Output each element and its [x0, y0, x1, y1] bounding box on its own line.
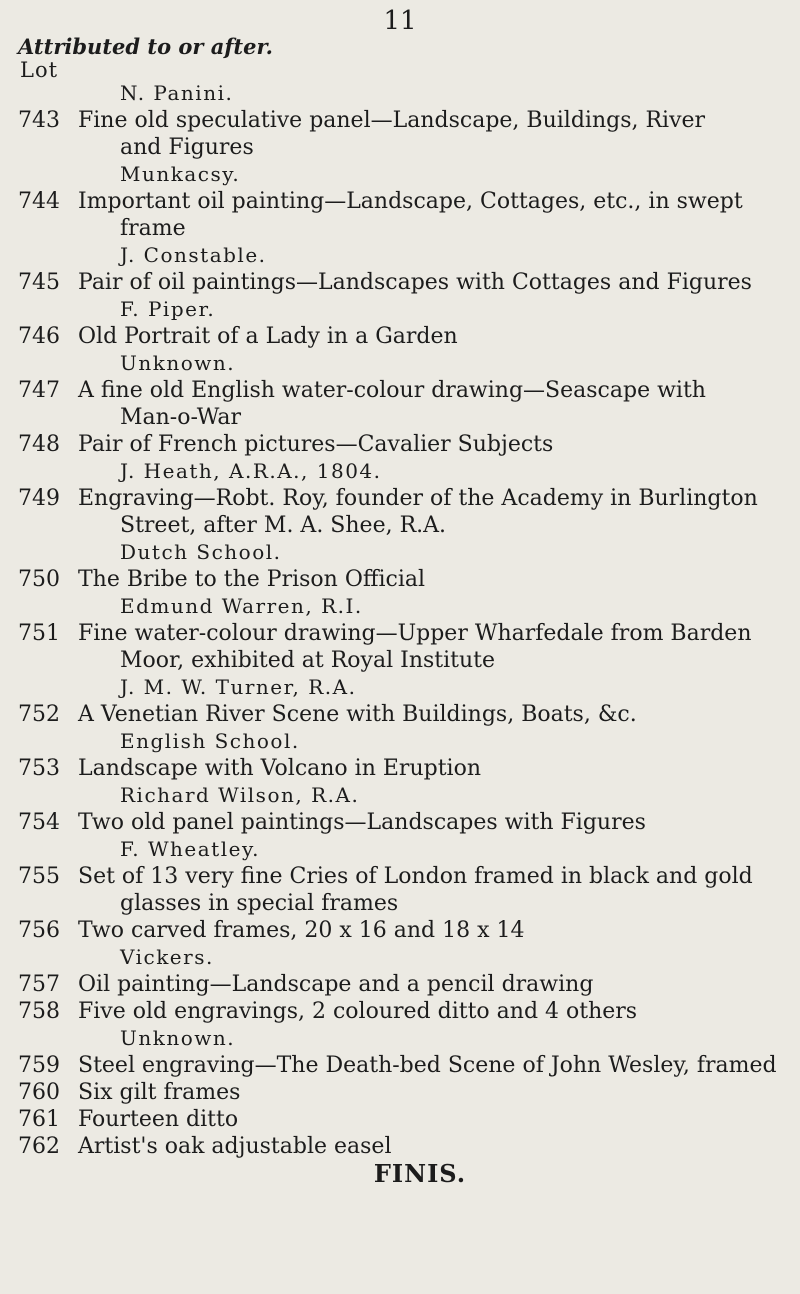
lot-description: Artist's oak adjustable easel	[78, 1134, 392, 1159]
lot-entry	[0, 1133, 800, 1160]
lot-description: Fine old speculative panel—Landscape, Buildings, River	[78, 108, 706, 133]
artist-name: Vickers.	[120, 945, 214, 969]
lot-description-continued: Street, after M. A. Shee, R.A.	[120, 513, 447, 538]
lot-description: Important oil painting—Landscape, Cottages, etc., in swept	[78, 189, 743, 214]
lot-entry	[0, 242, 800, 296]
lot-description-continued: Moor, exhibited at Royal Institute	[120, 648, 496, 673]
lot-description: Fine water-colour drawing—Upper Wharfedale from Barden	[78, 621, 752, 646]
lot-entry	[0, 296, 800, 350]
lot-entry	[0, 728, 800, 782]
lot-number: 759	[18, 1053, 60, 1078]
artist-name: J. M. W. Turner, R.A.	[120, 675, 357, 699]
lot-column-label: Lot	[20, 58, 59, 82]
lot-description: Two old panel paintings—Landscapes with Figures	[78, 810, 646, 835]
lot-number: 748	[18, 432, 60, 457]
lot-line	[0, 566, 800, 593]
artist-name: Unknown.	[120, 351, 236, 375]
lot-description: Two carved frames, 20 x 16 and 18 x 14	[78, 918, 525, 943]
lot-line	[0, 485, 800, 512]
lot-entry	[0, 593, 800, 674]
lot-line	[0, 431, 800, 458]
lot-line	[0, 107, 800, 134]
lot-description: A Venetian River Scene with Buildings, Boats, &c.	[78, 702, 637, 727]
artist-name: English School.	[120, 729, 300, 753]
lot-line	[0, 269, 800, 296]
lot-description: Old Portrait of a Lady in a Garden	[78, 324, 458, 349]
lot-description-continued: glasses in special frames	[120, 891, 399, 916]
lot-description: Oil painting—Landscape and a pencil drawing	[78, 972, 594, 997]
lot-entry	[0, 1079, 800, 1106]
lot-number: 749	[18, 486, 60, 511]
lot-line	[0, 377, 800, 404]
artist-name: Unknown.	[120, 1026, 236, 1050]
lot-entry	[0, 350, 800, 431]
lot-description: The Bribe to the Prison Official	[78, 567, 426, 592]
artist-name: Richard Wilson, R.A.	[120, 783, 360, 807]
lot-number: 757	[18, 972, 60, 997]
lot-description-continued: Man-o-War	[120, 405, 242, 430]
lot-line	[0, 1052, 800, 1079]
lot-entry	[0, 1025, 800, 1079]
lot-entry	[0, 458, 800, 539]
lot-entry	[0, 917, 800, 944]
lot-number: 744	[18, 189, 60, 214]
artist-name: F. Piper.	[120, 297, 216, 321]
artist-name: Edmund Warren, R.I.	[120, 594, 363, 618]
lot-number: 746	[18, 324, 60, 349]
lot-line	[0, 1079, 800, 1106]
lot-entry	[0, 80, 800, 161]
lot-description: Six gilt frames	[78, 1080, 241, 1105]
lot-line	[0, 971, 800, 998]
lot-line	[0, 809, 800, 836]
lot-number: 752	[18, 702, 60, 727]
lot-number: 760	[18, 1080, 60, 1105]
lot-description: A fine old English water-colour drawing—Seascape with	[78, 378, 706, 403]
lot-entry	[0, 836, 800, 917]
lot-entry	[0, 674, 800, 728]
lot-number: 747	[18, 378, 60, 403]
lot-number: 762	[18, 1134, 60, 1159]
lot-description: Pair of French pictures—Cavalier Subjects	[78, 432, 554, 457]
lot-line	[0, 917, 800, 944]
lot-number: 754	[18, 810, 60, 835]
lot-entry	[0, 539, 800, 593]
artist-name: Dutch School.	[120, 540, 282, 564]
lot-description: Fourteen ditto	[78, 1107, 239, 1132]
lot-line	[0, 863, 800, 890]
lot-description-continued: frame	[120, 216, 186, 241]
lot-line	[0, 701, 800, 728]
artist-name: N. Panini.	[120, 81, 234, 105]
lot-entry	[0, 998, 800, 1025]
artist-name: J. Heath, A.R.A., 1804.	[120, 459, 382, 483]
lot-entry	[0, 161, 800, 242]
lot-line	[0, 188, 800, 215]
lot-entry	[0, 944, 800, 998]
lot-description: Five old engravings, 2 coloured ditto and 4 others	[78, 999, 638, 1024]
lot-description: Engraving—Robt. Roy, founder of the Academy in Burlington	[78, 486, 758, 511]
artist-name: Munkacsy.	[120, 162, 241, 186]
artist-name: F. Wheatley.	[120, 837, 260, 861]
lot-description-continued: and Figures	[120, 135, 254, 160]
lot-line	[0, 323, 800, 350]
page-number: 11	[383, 6, 417, 36]
lot-entry	[0, 782, 800, 836]
lot-number: 753	[18, 756, 60, 781]
lot-number: 745	[18, 270, 60, 295]
lot-description: Pair of oil paintings—Landscapes with Cottages and Figures	[78, 270, 752, 295]
lot-number: 761	[18, 1107, 60, 1132]
artist-name: J. Constable.	[120, 243, 267, 267]
lot-line	[0, 755, 800, 782]
finis: FINIS.	[373, 1159, 467, 1188]
lot-line	[0, 998, 800, 1025]
lot-line	[0, 620, 800, 647]
lot-line	[0, 1133, 800, 1160]
lot-line	[0, 1106, 800, 1133]
lot-description: Set of 13 very fine Cries of London framed in black and gold	[78, 864, 753, 889]
lot-number: 750	[18, 567, 60, 592]
lot-number: 755	[18, 864, 60, 889]
lot-number: 751	[18, 621, 60, 646]
lot-number: 743	[18, 108, 60, 133]
lot-number: 758	[18, 999, 60, 1024]
lot-description: Steel engraving—The Death-bed Scene of John Wesley, framed	[78, 1053, 777, 1078]
section-heading: Attributed to or after.	[18, 34, 273, 59]
lot-entry	[0, 431, 800, 458]
lot-entry	[0, 1106, 800, 1133]
lot-number: 756	[18, 918, 60, 943]
lot-description: Landscape with Volcano in Eruption	[78, 756, 481, 781]
lot-list	[0, 80, 800, 1188]
